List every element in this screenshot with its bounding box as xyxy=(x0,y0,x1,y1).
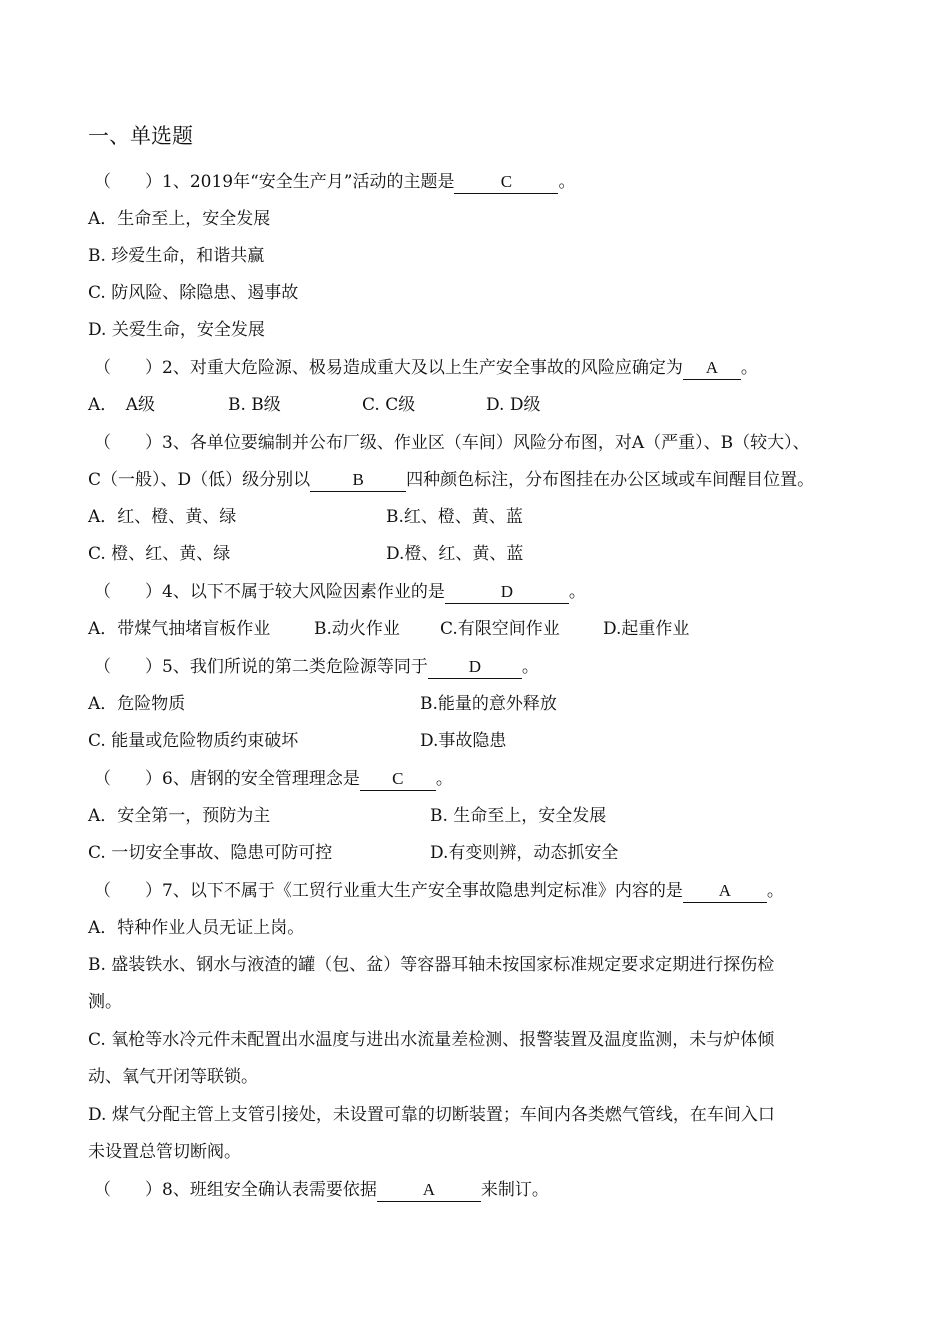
option-c: C. 防风险、除隐患、遏事故 xyxy=(88,283,299,303)
options-row xyxy=(88,686,878,723)
options-row xyxy=(88,835,878,872)
option-a: A．红、橙、黄、绿 xyxy=(88,507,237,527)
answer-blank: D xyxy=(428,656,522,679)
question-2: （ ）2、对重大危险源、极易造成重大及以上生产安全事故的风险应确定为 A 。 xyxy=(94,358,758,378)
option-a: A．生命至上，安全发展 xyxy=(88,209,271,229)
section-title: 一、单选题 xyxy=(88,124,193,148)
option-c: C. 能量或危险物质约束破坏 xyxy=(88,731,299,751)
option-d: D. D级 xyxy=(486,395,541,415)
answer-blank: C xyxy=(454,171,558,194)
question-1: （ ）1、2019年“安全生产月”活动的主题是 C 。 xyxy=(94,172,576,192)
answer-blank: A xyxy=(683,880,767,903)
option-d: D.有变则辨，动态抓安全 xyxy=(430,843,619,863)
question-8: （ ）8、班组安全确认表需要依据 A 来制订。 xyxy=(94,1180,549,1200)
option-c-line-1: C. 氧枪等水冷元件未配置出水温度与进出水流量差检测、报警装置及温度监测，未与炉体倾 xyxy=(88,1030,775,1050)
options-row xyxy=(88,536,878,573)
option-b-line-2: 测。 xyxy=(88,992,122,1012)
option-a: A．危险物质 xyxy=(88,694,186,714)
option-b: B. 珍爱生命，和谐共赢 xyxy=(88,246,265,266)
option-a: A．带煤气抽堵盲板作业 xyxy=(88,619,271,639)
option-d: D.事故隐患 xyxy=(420,731,507,751)
answer-blank: A xyxy=(377,1179,481,1202)
question-5: （ ）5、我们所说的第二类危险源等同于 D 。 xyxy=(94,657,539,677)
option-d-line-2: 未设置总管切断阀。 xyxy=(88,1142,241,1162)
option-d-line-1: D. 煤气分配主管上支管引接处，未设置可靠的切断装置；车间内各类燃气管线，在车间入口 xyxy=(88,1105,775,1125)
option-b-line-1: B. 盛装铁水、钢水与液渣的罐（包、盆）等容器耳轴未按国家标准规定要求定期进行探伤检 xyxy=(88,955,775,975)
question-4: （ ）4、以下不属于较大风险因素作业的是 D 。 xyxy=(94,582,586,602)
options-row xyxy=(88,387,878,424)
option-b: B.红、橙、黄、蓝 xyxy=(386,507,523,527)
answer-blank: D xyxy=(445,581,569,604)
option-a: A．特种作业人员无证上岗。 xyxy=(88,918,305,938)
option-c: C. C级 xyxy=(362,395,416,415)
option-d: D.橙、红、黄、蓝 xyxy=(386,544,524,564)
option-a: A． A级 xyxy=(88,395,156,415)
option-d: D.起重作业 xyxy=(603,619,690,639)
option-a: A．安全第一，预防为主 xyxy=(88,806,271,826)
answer-blank: B xyxy=(310,469,406,492)
option-b: B. B级 xyxy=(228,395,281,415)
options-row xyxy=(88,798,878,835)
option-c: C.有限空间作业 xyxy=(440,619,560,639)
question-3-line-2: C（一般）、D（低）级分别以 B 四种颜色标注，分布图挂在办公区域或车间醒目位置。 xyxy=(88,470,815,490)
option-d: D. 关爱生命，安全发展 xyxy=(88,320,265,340)
options-row xyxy=(88,723,878,760)
options-row xyxy=(88,611,878,648)
option-c: C. 一切安全事故、隐患可防可控 xyxy=(88,843,333,863)
option-b: B.能量的意外释放 xyxy=(420,694,557,714)
question-7: （ ）7、以下不属于《工贸行业重大生产安全事故隐患判定标准》内容的是 A 。 xyxy=(94,881,784,901)
question-6: （ ）6、唐钢的安全管理理念是 C 。 xyxy=(94,769,453,789)
answer-blank: A xyxy=(683,357,741,380)
answer-blank: C xyxy=(360,768,436,791)
option-b: B.动火作业 xyxy=(314,619,400,639)
option-c: C. 橙、红、黄、绿 xyxy=(88,544,231,564)
question-3-line-1: （ ）3、各单位要编制并公布厂级、作业区（车间）风险分布图，对A（严重）、B（较大）、 xyxy=(94,433,810,453)
options-row xyxy=(88,499,878,536)
option-c-line-2: 动、氧气开闭等联锁。 xyxy=(88,1067,258,1087)
option-b: B. 生命至上，安全发展 xyxy=(430,806,607,826)
